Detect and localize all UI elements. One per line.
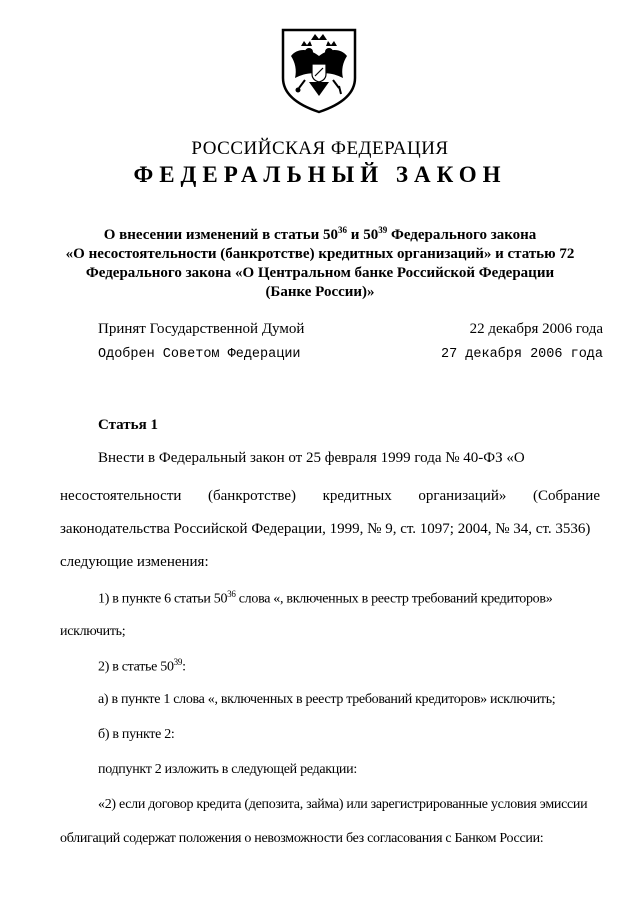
country-name: РОССИЙСКАЯ ФЕДЕРАЦИЯ [191,138,449,159]
paragraph-line: Внести в Федеральный закон от 25 февраля 1999 года № 40-ФЗ «О [98,450,525,466]
law-subject [60,221,580,302]
subject-line-2: «О несостоятельности (банкротстве) кредитных организаций» и статью 72 [65,246,575,262]
list-item-2a: а) в пункте 1 слова «, включенных в реестр требований кредиторов» исключить; [98,692,556,707]
council-label: Одобрен Советом Федерации [98,347,301,362]
list-item-1-continued: исключить; [60,624,126,639]
paragraph-line: законодательства Российской Федерации, 1999, № 9, ст. 1097; 2004, № 34, ст. 3536) [60,521,591,537]
council-date: 27 декабря 2006 года [440,347,603,362]
subject-line-3: Федерального закона «О Центральном банке Российской Федерации [85,265,555,281]
duma-label: Принят Государственной Думой [98,321,305,337]
paragraph-line: несостоятельности (банкротстве) кредитных организаций» (Собрание [60,488,600,504]
law-type-title: ФЕДЕРАЛЬНЫЙ ЗАКОН [133,162,507,187]
list-item-2: 2) в статье $50^{39}$: [98,657,186,675]
list-item-2b: б) в пункте 2: [98,727,175,742]
paragraph-line: следующие изменения: [60,554,209,570]
council-approval-row [98,347,603,367]
duma-date: 22 декабря 2006 года [469,321,603,337]
sub-item-2: подпункт 2 изложить в следующей редакции: [98,762,357,777]
subject-line-4: (Банке России)» [265,284,375,300]
quote-line-2: облигаций содержат положения о невозможности без согласования с Банком России: [60,831,544,846]
list-item-1: 1) в пункте 6 статьи $50^{36}$ слова «, включенных в реестр требований кредиторов» [98,589,553,607]
subject-line-1: О внесении изменений в статьи $50^{36}$ и $50^{39}$ Федерального закона [103,225,537,243]
quote-line-1: «2) если договор кредита (депозита, займа) или зарегистрированные условия эмиссии [98,797,588,812]
coat-of-arms-emblem [275,26,363,114]
article-title: Статья 1 [98,417,158,433]
duma-adoption-row [98,321,603,341]
